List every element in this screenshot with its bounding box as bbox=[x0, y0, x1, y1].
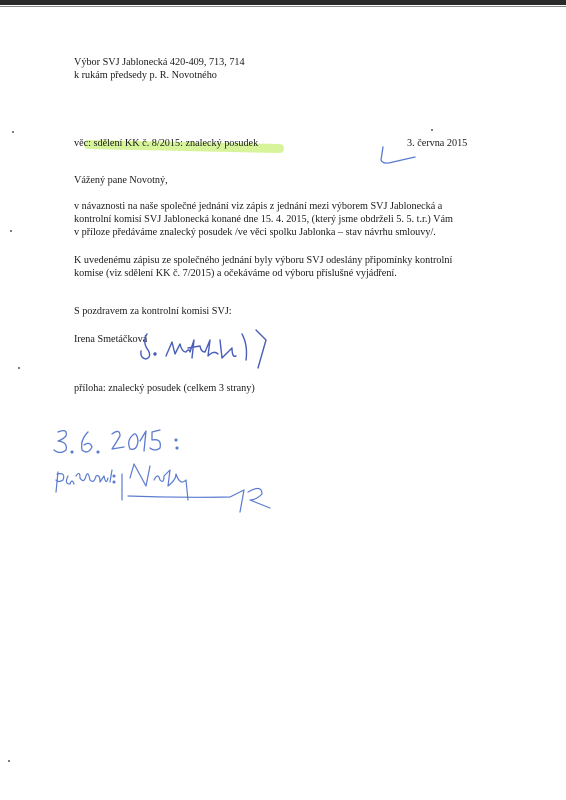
subject-line: věc: sdělení KK č. 8/2015: znalecký posudek bbox=[74, 138, 259, 149]
handwritten-date bbox=[54, 430, 178, 453]
scan-speck bbox=[18, 367, 20, 369]
signatory-name: Irena Smetáčková bbox=[74, 334, 148, 345]
paragraph-1-line: v návaznosti na naše společné jednání viz zápis z jednání mezi výborem SVJ Jablonecká a bbox=[74, 201, 443, 212]
salutation: Vážený pane Novotný, bbox=[74, 175, 168, 186]
scan-speck bbox=[8, 760, 10, 762]
handwritten-received-note bbox=[56, 464, 270, 512]
paragraph-2-line: K uvedenému zápisu ze společného jednání byly výboru SVJ odeslány připomínky kontrolní bbox=[74, 255, 453, 266]
attachment-note: příloha: znalecký posudek (celkem 3 strany) bbox=[74, 383, 255, 394]
scan-speck bbox=[10, 230, 12, 232]
letter-date: 3. června 2015 bbox=[407, 138, 468, 149]
address-line-2: k rukám předsedy p. R. Novotného bbox=[74, 70, 217, 81]
paragraph-2-line: komise (viz sdělení KK č. 7/2015) a očekáváme od výboru příslušné vyjádření. bbox=[74, 268, 397, 279]
check-mark bbox=[381, 147, 415, 163]
scan-speck bbox=[12, 131, 14, 133]
closing-line: S pozdravem za kontrolní komisi SVJ: bbox=[74, 306, 232, 317]
signature-scribble bbox=[141, 330, 266, 368]
scan-speck bbox=[431, 129, 433, 131]
paragraph-1-line: v příloze předáváme znalecký posudek /ve věci spolku Jablonka – stav návrhu smlouvy/. bbox=[74, 227, 436, 238]
paragraph-1-line: kontrolní komisí SVJ Jablonecká konané dne 15. 4. 2015, (který jsme obdrželi 5. 5. t.r.) Vám bbox=[74, 214, 453, 225]
address-line-1: Výbor SVJ Jablonecká 420-409, 713, 714 bbox=[74, 57, 245, 68]
